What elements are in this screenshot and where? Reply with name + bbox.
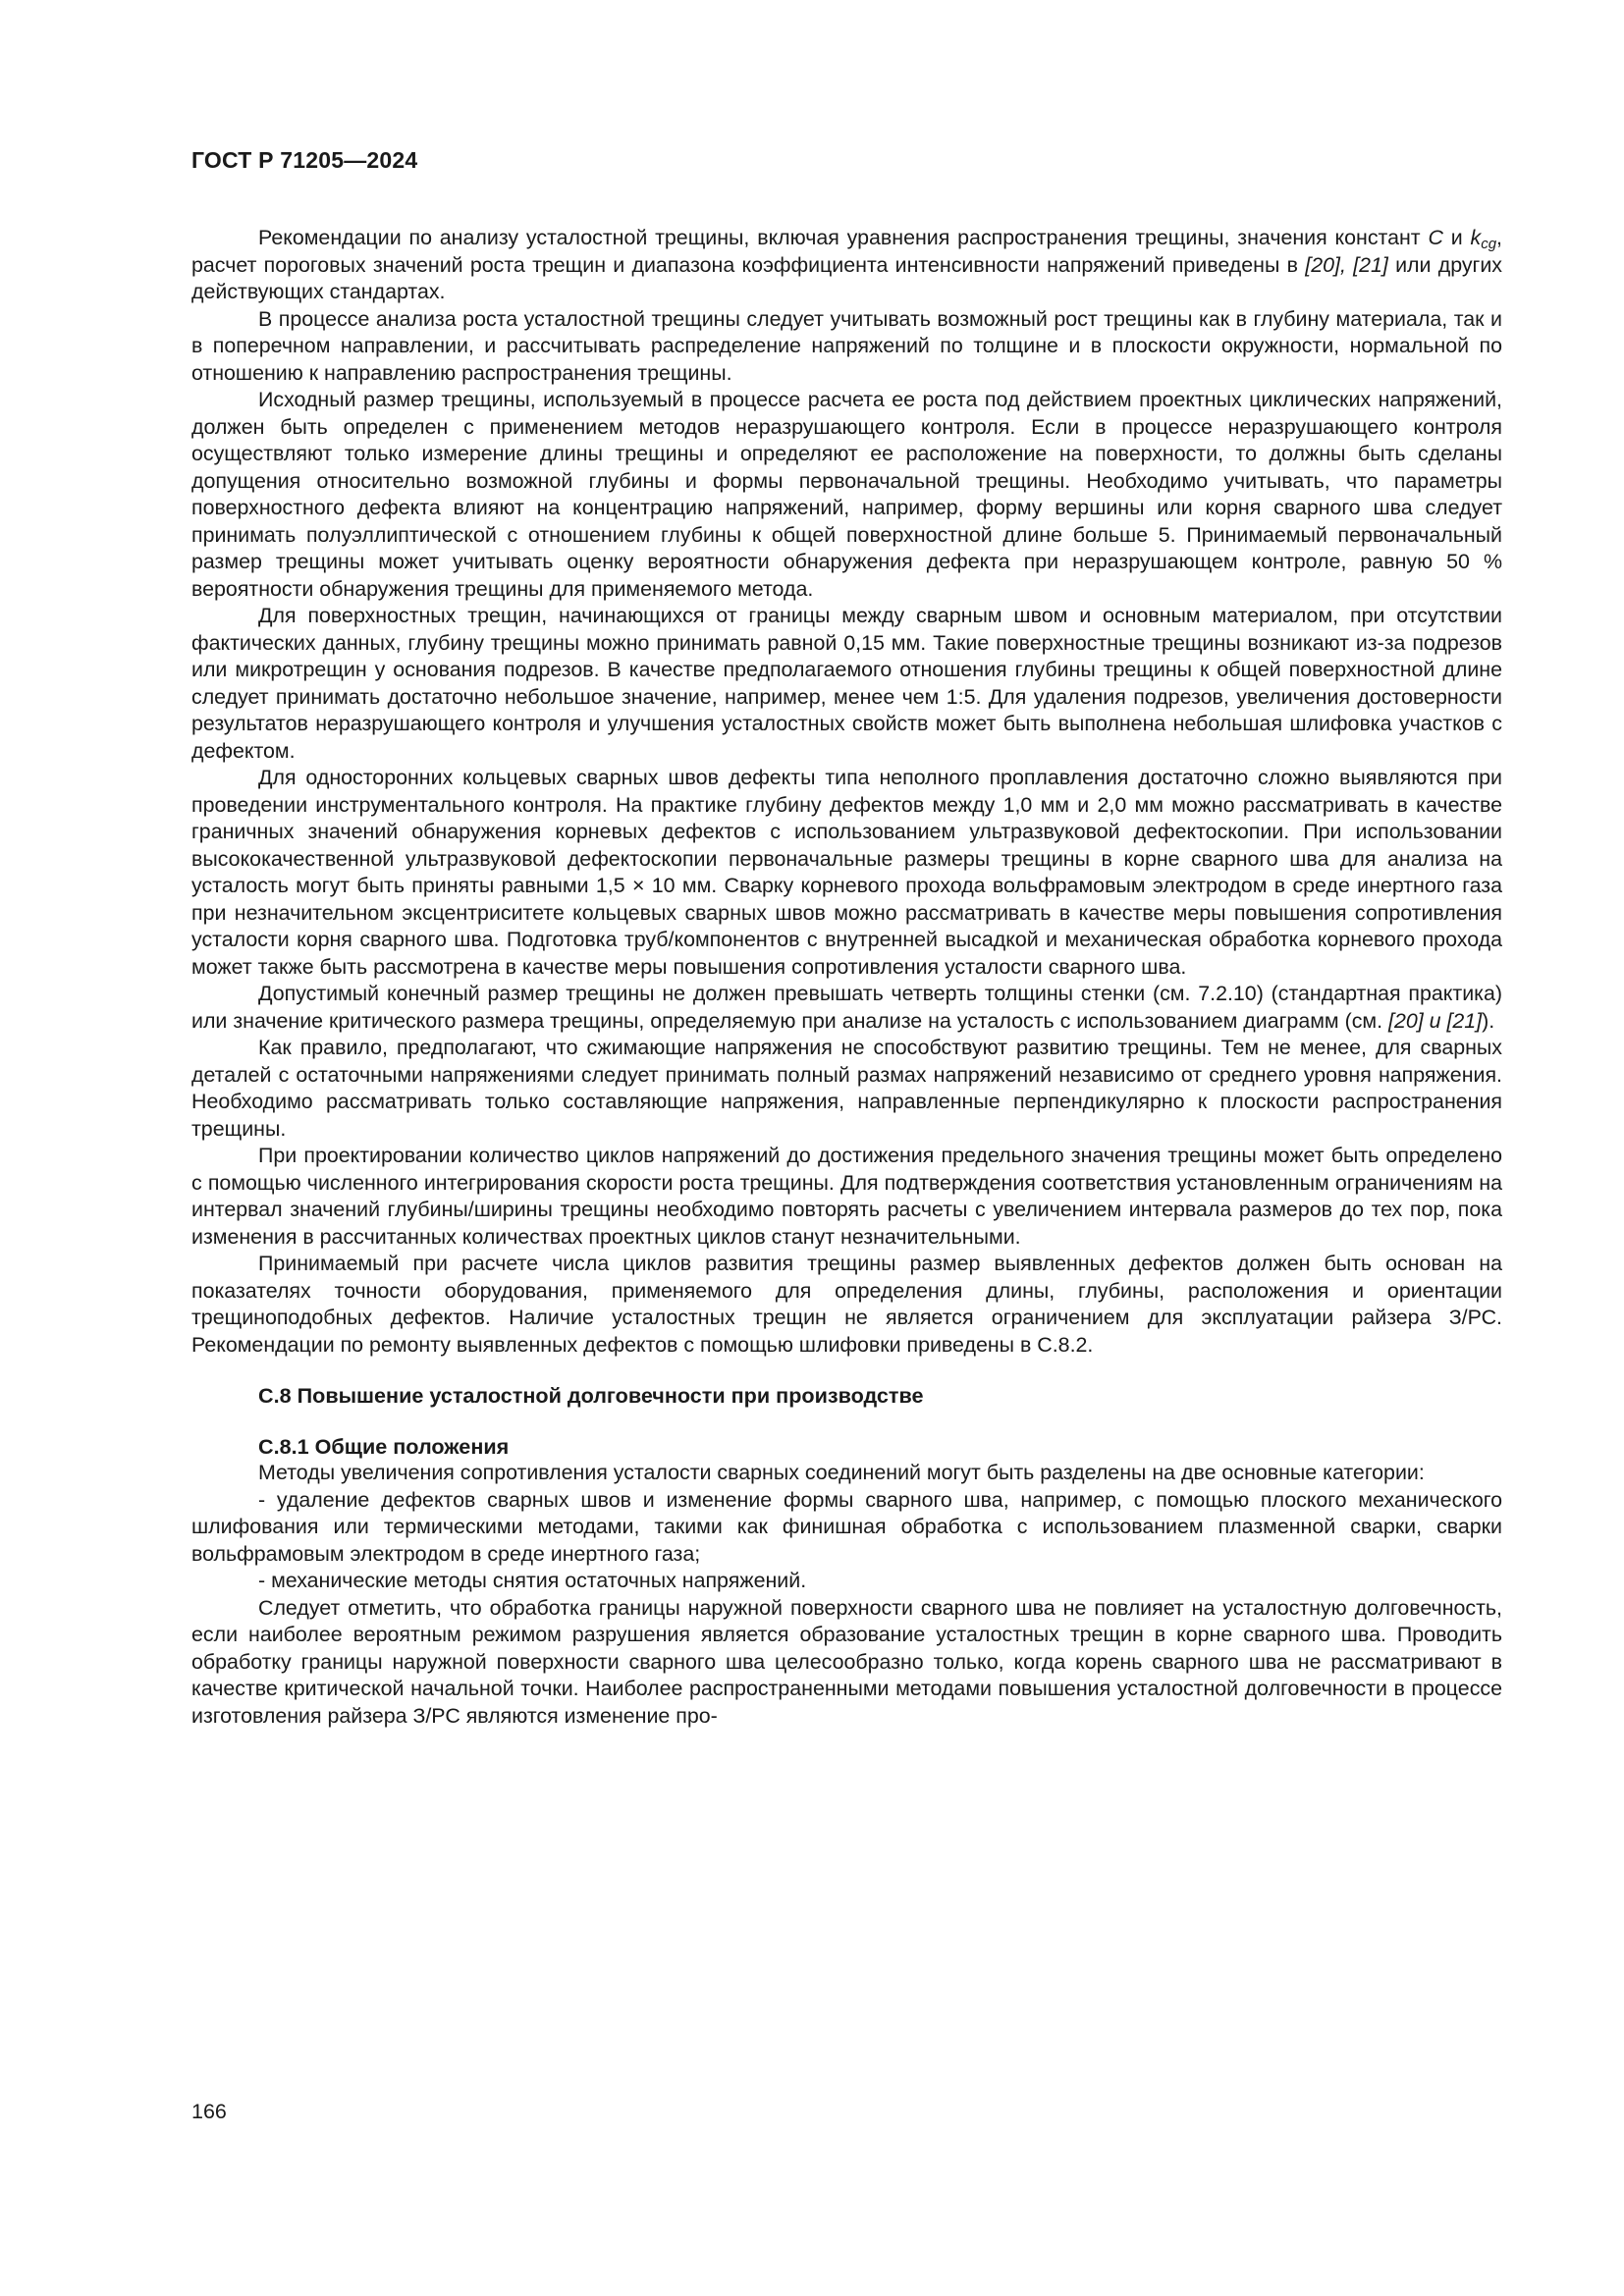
paragraph-initial-crack-size: Исходный размер трещины, используемый в процессе расчета ее роста под действием проектных циклических напряжений, должен быть определен с применением методов неразрушающего контроля. Если в процессе неразрушающего контроля осуществляют только измерение длины трещины и определяют ее расположение на поверхности, то должны быть сделаны допущения относительно возможной глубины и формы первоначальной трещины. Необходимо учитывать, что параметры поверхностного дефекта влияют на концентрацию напряжений, например, форму вершины или корня сварного шва следует принимать полуэллиптической с отношением глубины к общей поверхностной длине больше 5. Принимаемый первоначальный размер трещины может учитывать оценку вероятности обнаружения дефекта при неразрушающем контроле, равную 50 % вероятности обнаружения трещины для применяемого метода.: [191, 388, 1502, 601]
reference-link: [20] и [21]: [1388, 1008, 1483, 1033]
constant-k-subscript: cg: [1481, 236, 1497, 252]
constant-c: C: [1428, 226, 1443, 249]
paragraph-surface-cracks: Для поверхностных трещин, начинающихся от границы между сварным швом и основным материалом, при отсутствии фактических данных, глубину трещины можно принимать равной 0,15 мм. Такие поверхностные трещины возникают из-за подрезов или микротрещин у основания подрезов. В качестве предполагаемого отношения глубины трещины к общей поверхностной длине следует принимать достаточно небольшое значение, например, менее чем 1:5. Для удаления подрезов, увеличения достоверности результатов неразрушающего контроля и улучшения усталостных свойств может быть выполнена небольшая шлифовка участков с дефектом.: [191, 604, 1502, 763]
page-number: 166: [191, 2100, 227, 2123]
paragraph-crack-analysis-recommendations: Рекомендации по анализу усталостной трещины, включая уравнения распространения трещины, значения констант C и $k_{cg}$, расчет пороговых значений роста трещин и диапазона коэффициента интенсивности напряжений приведены в [20], [21] или других действующих стандартах.: [191, 226, 1503, 303]
paragraph-methods-intro: Методы увеличения сопротивления усталости сварных соединений могут быть разделены на две основные категории:: [258, 1461, 1425, 1484]
list-item: - удаление дефектов сварных швов и изменение формы сварного шва, например, с помощью плоского механического шлифования или термическими методами, такими как финишная обработка с использованием плазменной сварки, сварки вольфрамовым электродом в среде инертного газа;: [191, 1487, 1502, 1566]
reference-link: [20], [21]: [1305, 252, 1388, 277]
document-header: ГОСТ Р 71205—2024: [191, 147, 418, 173]
paragraph-detected-defects: Принимаемый при расчете числа циклов развития трещины размер выявленных дефектов должен быть основан на показателях точности оборудования, применяемого для определения длины, глубины, расположения и ориентации трещиноподобных дефектов. Наличие усталостных трещин не является ограничением для эксплуатации райзера З/РС. Рекомендации по ремонту выявленных дефектов с помощью шлифовки приведены в С.8.2.: [191, 1252, 1502, 1357]
list-item: - механические методы снятия остаточных напряжений.: [258, 1569, 807, 1592]
section-heading-c8: С.8 Повышение усталостной долговечности при производстве: [258, 1383, 924, 1408]
paragraph-weld-surface-treatment: Следует отметить, что обработка границы наружной поверхности сварного шва не повлияет на усталостную долговечность, если наиболее вероятным режимом разрушения является образование усталостных трещин в корне сварного шва. Проводить обработку границы наружной поверхности сварного шва целесообразно только, когда корень сварного шва не рассматривают в качестве критической начальной точки. Наиболее распространенными методами повышения усталостной долговечности в процессе изготовления райзера З/РС являются изменение про-: [191, 1595, 1502, 1728]
document-body: [191, 225, 1502, 1730]
constant-k: k: [1470, 226, 1482, 249]
paragraph-circumferential-welds: Для односторонних кольцевых сварных швов дефекты типа неполного проплавления достаточно сложно выявляются при проведении инструментального контроля. На практике глубину дефектов между 1,0 мм и 2,0 мм можно рассматривать в качестве граничных значений обнаружения корневых дефектов с использованием ультразвуковой дефектоскопии. При использовании высококачественной ультразвуковой дефектоскопии первоначальные размеры трещины в корне сварного шва для анализа на усталость могут быть приняты равными 1,5 × 10 мм. Сварку корневого прохода вольфрамовым электродом в среде инертного газа при незначительном эксцентриситете кольцевых сварных швов можно рассматривать в качестве меры повышения сопротивления усталости корня сварного шва. Подготовка труб/компонентов с внутренней высадкой и механическая обработка корневого прохода может также быть рассмотрена в качестве меры повышения сопротивления усталости сварного шва.: [191, 766, 1502, 979]
paragraph-final-crack-size: Допустимый конечный размер трещины не должен превышать четверть толщины стенки (см. 7.2.10) (стандартная практика) или значение критического размера трещины, определяемую при анализе на усталость с использованием диаграмм (см. [20] и [21]).: [191, 982, 1502, 1033]
paragraph-stress-cycles: При проектировании количество циклов напряжений до достижения предельного значения трещины может быть определено с помощью численного интегрирования скорости роста трещины. Для подтверждения соответствия установленным ограничениям на интервал значений глубины/ширины трещины необходимо повторять расчеты с увеличением интервала размеров до тех пор, пока изменения в рассчитанных количествах проектных циклов станут незначительными.: [191, 1144, 1502, 1249]
paragraph-compressive-stress: Как правило, предполагают, что сжимающие напряжения не способствуют развитию трещины. Тем не менее, для сварных деталей с остаточными напряжениями следует принимать полный размах напряжений независимо от среднего уровня напряжения. Необходимо рассматривать только составляющие напряжения, направленные перпендикулярно к плоскости распространения трещины.: [191, 1036, 1502, 1141]
document-page: [191, 0, 1502, 2296]
section-heading-c81: С.8.1 Общие положения: [258, 1433, 510, 1459]
paragraph-crack-growth-analysis: В процессе анализа роста усталостной трещины следует учитывать возможный рост трещины как в глубину материала, так и в поперечном направлении, и рассчитывать распределение напряжений по толщине и в плоскости окружности, нормальной по отношению к направлению распространения трещины.: [191, 306, 1502, 385]
